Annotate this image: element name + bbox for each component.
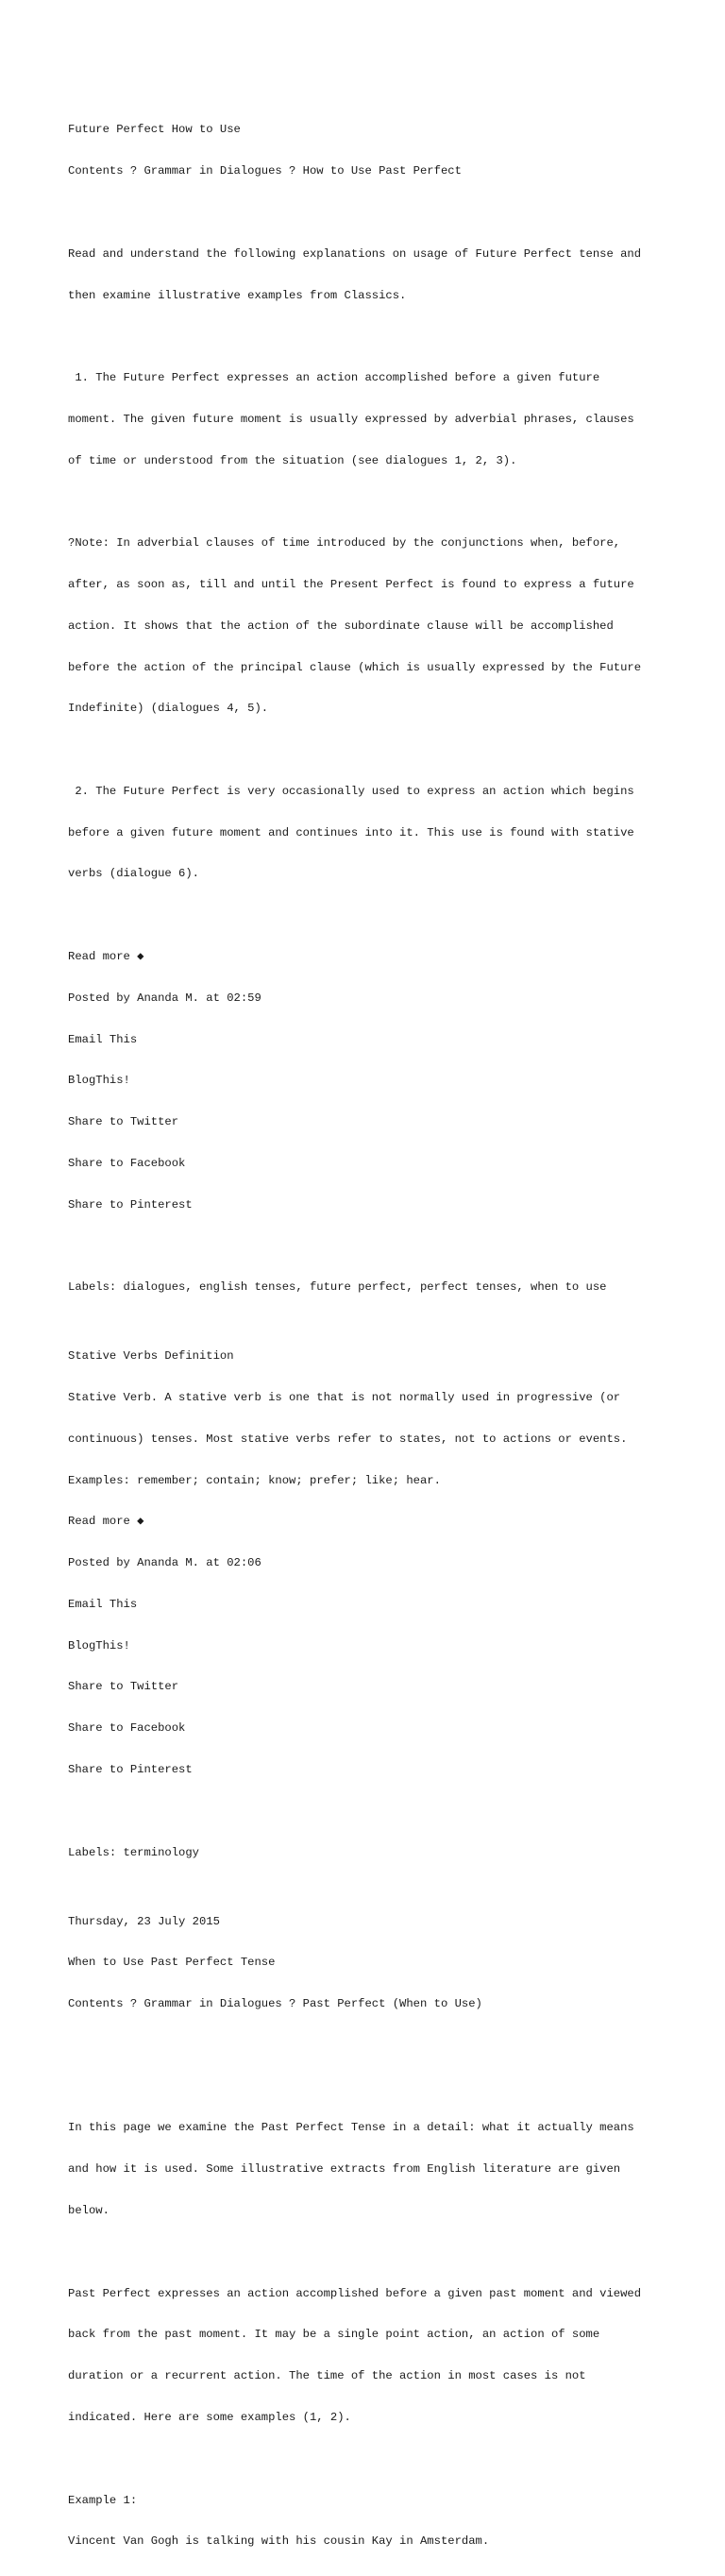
intro-line: and how it is used. Some illustrative extracts from English literature are given <box>68 2162 621 2177</box>
definition-line: duration or a recurrent action. The time of the action in most cases is not <box>68 2369 586 2383</box>
intro-line: below. <box>68 2204 110 2218</box>
share-twitter-link[interactable]: Share to Twitter <box>68 1115 179 1129</box>
intro-line: then examine illustrative examples from Classics. <box>68 288 407 302</box>
intro-line: In this page we examine the Past Perfect Tense in a detail: what it actually means <box>68 2121 634 2135</box>
definition-line: indicated. Here are some examples (1, 2). <box>68 2410 351 2424</box>
blogthis-link[interactable]: BlogThis! <box>68 1074 130 1088</box>
share-pinterest-link[interactable]: Share to Pinterest <box>68 1197 193 1212</box>
definition-line: back from the past moment. It may be a single point action, an action of some <box>68 2328 600 2342</box>
read-more-link[interactable]: Read more ◆ <box>68 950 144 963</box>
read-more-link[interactable]: Read more ◆ <box>68 1515 144 1529</box>
post-title: Future Perfect How to Use <box>68 123 241 137</box>
share-twitter-link[interactable]: Share to Twitter <box>68 1680 179 1694</box>
posted-by: Posted by Ananda M. at 02:59 <box>68 991 261 1005</box>
post-title: Stative Verbs Definition <box>68 1349 234 1364</box>
point-2-line: before a given future moment and continues into it. This use is found with stative <box>68 825 634 839</box>
email-this-link[interactable]: Email This <box>68 1597 138 1611</box>
point-2-line: 2. The Future Perfect is very occasionally used to express an action which begins <box>68 784 634 798</box>
share-facebook-link[interactable]: Share to Facebook <box>68 1156 186 1170</box>
point-1-line: 1. The Future Perfect expresses an action accomplished before a given future <box>68 371 600 385</box>
point-2-line: verbs (dialogue 6). <box>68 867 199 881</box>
share-facebook-link[interactable]: Share to Facebook <box>68 1721 186 1736</box>
note-line: before the action of the principal clause (which is usually expressed by the Future <box>68 660 642 674</box>
note-line: Indefinite) (dialogues 4, 5). <box>68 702 269 716</box>
post-body-line: Stative Verb. A stative verb is one that is not normally used in progressive (or <box>68 1391 621 1404</box>
share-pinterest-link[interactable]: Share to Pinterest <box>68 1763 193 1777</box>
post-date: Thursday, 23 July 2015 <box>68 1914 220 1928</box>
post-title: When to Use Past Perfect Tense <box>68 1956 276 1970</box>
intro-line: Read and understand the following explanations on usage of Future Perfect tense and <box>68 246 642 261</box>
definition-line: Past Perfect expresses an action accomplished before a given past moment and viewed <box>68 2286 642 2300</box>
point-1-line: moment. The given future moment is usually expressed by adverbial phrases, clauses <box>68 412 634 426</box>
point-1-line: of time or understood from the situation (see dialogues 1, 2, 3). <box>68 453 517 467</box>
breadcrumb[interactable]: Contents ? Grammar in Dialogues ? Past Perfect (When to Use) <box>68 1997 482 2011</box>
email-this-link[interactable]: Email This <box>68 1032 138 1046</box>
blogthis-link[interactable]: BlogThis! <box>68 1638 130 1652</box>
example-label: Example 1: <box>68 2493 138 2507</box>
breadcrumb[interactable]: Contents ? Grammar in Dialogues ? How to Use Past Perfect <box>68 164 462 178</box>
note-line: ?Note: In adverbial clauses of time introduced by the conjunctions when, before, <box>68 536 621 551</box>
posted-by: Posted by Ananda M. at 02:06 <box>68 1556 261 1570</box>
document-page <box>68 68 672 2576</box>
example-text: Vincent Van Gogh is talking with his cousin Kay in Amsterdam. <box>68 2534 490 2549</box>
note-line: after, as soon as, till and until the Present Perfect is found to express a future <box>68 577 634 591</box>
post-labels: Labels: terminology <box>68 1845 199 1859</box>
post-body-line: continuous) tenses. Most stative verbs refer to states, not to actions or events. <box>68 1432 628 1446</box>
post-labels: Labels: dialogues, english tenses, future perfect, perfect tenses, when to use <box>68 1280 607 1295</box>
post-body-line: Examples: remember; contain; know; prefer; like; hear. <box>68 1473 441 1487</box>
note-line: action. It shows that the action of the subordinate clause will be accomplished <box>68 619 614 633</box>
